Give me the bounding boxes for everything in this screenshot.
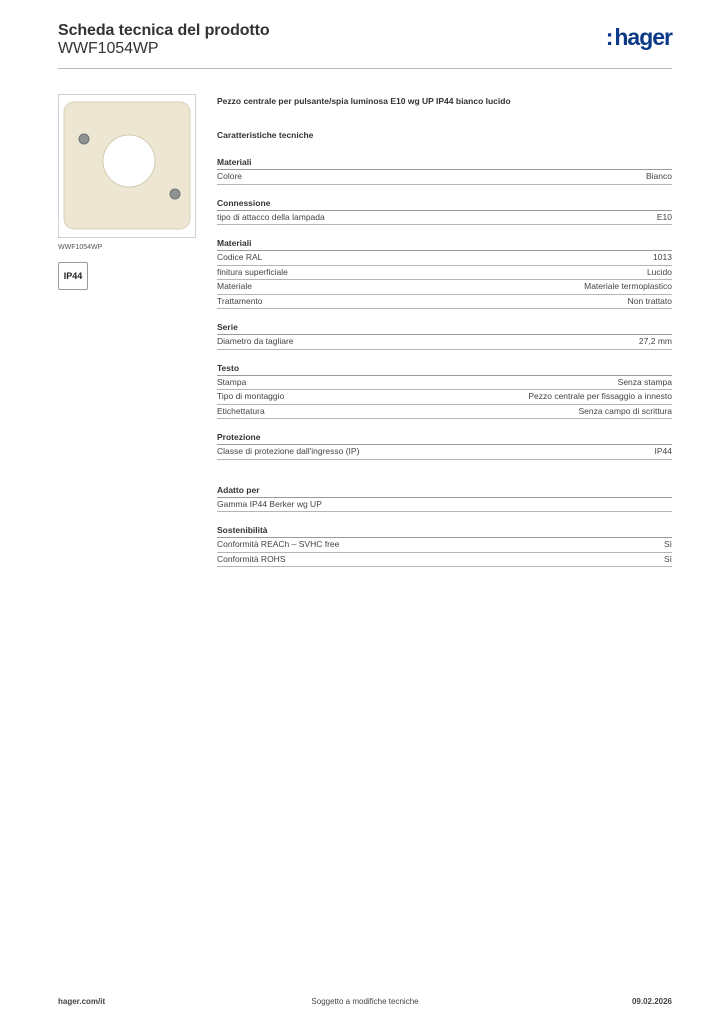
- section-title-adatto-per: Adatto per: [217, 481, 672, 498]
- logo-colon: :: [605, 24, 614, 50]
- spec-value: Non trattato: [627, 295, 672, 306]
- spec-row: [217, 376, 672, 391]
- spec-value: 27,2 mm: [638, 336, 672, 346]
- spec-value: Senza campo di scrittura: [578, 405, 672, 416]
- spec-value: 1013: [653, 252, 672, 262]
- spec-label: Classe di protezione dall'ingresso (IP): [217, 446, 360, 456]
- product-code: WWF1054WP: [58, 40, 159, 57]
- ip-rating-badge: IP44: [58, 262, 88, 290]
- product-image: [59, 95, 195, 237]
- spec-label: Tipo di montaggio: [217, 391, 285, 401]
- spec-label: Conformità ROHS: [217, 553, 286, 564]
- screw-top-left: [79, 134, 89, 144]
- spec-row: [217, 390, 672, 405]
- section-title-materiali: Materiali: [217, 153, 672, 170]
- section-title-protezione: Protezione: [217, 428, 672, 445]
- spec-label: tipo di attacco della lampada: [217, 211, 325, 222]
- page-title: Scheda tecnica del prodotto: [58, 22, 270, 39]
- spec-value: Pezzo centrale per fissaggio a innesto: [528, 391, 672, 401]
- spec-value: Lucido: [646, 266, 672, 277]
- screw-bottom-right: [170, 189, 180, 199]
- spec-value: E10: [656, 211, 672, 222]
- spec-label: Codice RAL: [217, 252, 263, 262]
- section-title-sostenibilita: Sostenibilità: [217, 521, 672, 538]
- spec-label: Materiale: [217, 281, 252, 291]
- hager-logo: [606, 24, 672, 51]
- section-title-materiali-2: Materiali: [217, 234, 672, 251]
- header-divider: [58, 68, 672, 69]
- spec-label: Gamma IP44 Berker wg UP: [217, 498, 322, 509]
- spec-label: finitura superficiale: [217, 266, 288, 277]
- spec-value: Sì: [663, 539, 672, 549]
- spec-label: Etichettatura: [217, 405, 265, 416]
- spec-label: Conformità REACh – SVHC free: [217, 539, 340, 549]
- spec-content: [217, 96, 672, 567]
- product-description: Pezzo centrale per pulsante/spia luminosa E10 wg UP IP44 bianco lucido: [217, 96, 511, 106]
- section-title-connessione: Connessione: [217, 194, 672, 211]
- footer-disclaimer: Soggetto a modifiche tecniche: [311, 997, 419, 1006]
- spec-label: Trattamento: [217, 295, 263, 306]
- page-header: [58, 20, 672, 68]
- spec-value: Sì: [663, 553, 672, 564]
- spec-label: Diametro da tagliare: [217, 336, 294, 346]
- logo-text: hager: [614, 24, 672, 50]
- spec-row: [217, 295, 672, 310]
- spec-value: Bianco: [646, 171, 672, 181]
- spec-row: [217, 405, 672, 420]
- spec-row: [217, 498, 672, 513]
- spec-row: [217, 335, 672, 350]
- spec-row: [217, 170, 672, 185]
- spec-row: [217, 538, 672, 553]
- spec-row: [217, 266, 672, 281]
- spec-row: [217, 211, 672, 226]
- footer-date: 09.02.2026: [631, 997, 672, 1006]
- footer-website-link[interactable]: hager.com/it: [58, 997, 106, 1006]
- characteristics-title: Caratteristiche tecniche: [217, 130, 314, 140]
- section-title-testo: Testo: [217, 359, 672, 376]
- product-image-frame: [58, 94, 196, 238]
- spec-value: IP44: [654, 446, 672, 456]
- center-hole: [103, 135, 155, 187]
- spec-value: Materiale termoplastico: [584, 281, 672, 291]
- image-caption: WWF1054WP: [58, 244, 103, 251]
- section-title-serie: Serie: [217, 318, 672, 335]
- spec-row: [217, 280, 672, 295]
- spec-row: [217, 553, 672, 568]
- spec-value: Senza stampa: [617, 376, 672, 387]
- spec-row: [217, 251, 672, 266]
- spec-label: Stampa: [217, 376, 247, 387]
- spec-row: [217, 445, 672, 460]
- spec-label: Colore: [217, 171, 243, 181]
- page-footer: [58, 997, 672, 1009]
